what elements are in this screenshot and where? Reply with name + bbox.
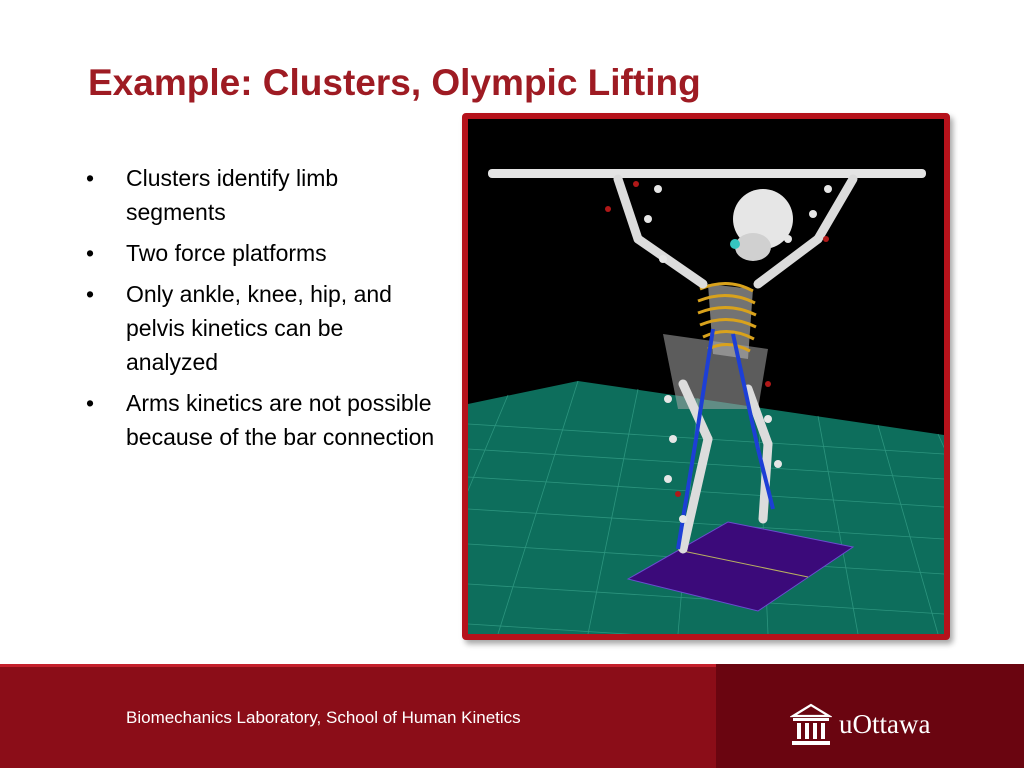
skeleton-lifting-simulation-image — [468, 119, 944, 634]
bullet-dot: • — [86, 281, 95, 307]
building-columns-icon — [790, 702, 832, 748]
bullet-dot: • — [86, 240, 95, 266]
logo-wordmark: uOttawa — [839, 709, 931, 739]
bullet-text: Clusters identify limb segments — [126, 165, 339, 225]
bullet-dot: • — [86, 165, 95, 191]
footer-lab-name: Biomechanics Laboratory, School of Human Kinetics — [126, 708, 521, 727]
bullet-item — [86, 277, 436, 379]
slide-title: Example: Clusters, Olympic Lifting — [88, 62, 701, 103]
bullet-text: Two force platforms — [126, 240, 327, 266]
bullet-item — [86, 386, 436, 454]
bullet-item — [86, 236, 436, 270]
footer-band — [0, 664, 1024, 768]
bullet-list — [86, 161, 436, 461]
bullet-item — [86, 161, 436, 229]
bullet-text: Arms kinetics are not possible because of the bar connection — [126, 390, 435, 450]
bullet-dot: • — [86, 390, 95, 416]
skeleton-simulation-figure — [462, 113, 950, 640]
bullet-text: Only ankle, knee, hip, and pelvis kinetics can be analyzed — [126, 281, 392, 375]
